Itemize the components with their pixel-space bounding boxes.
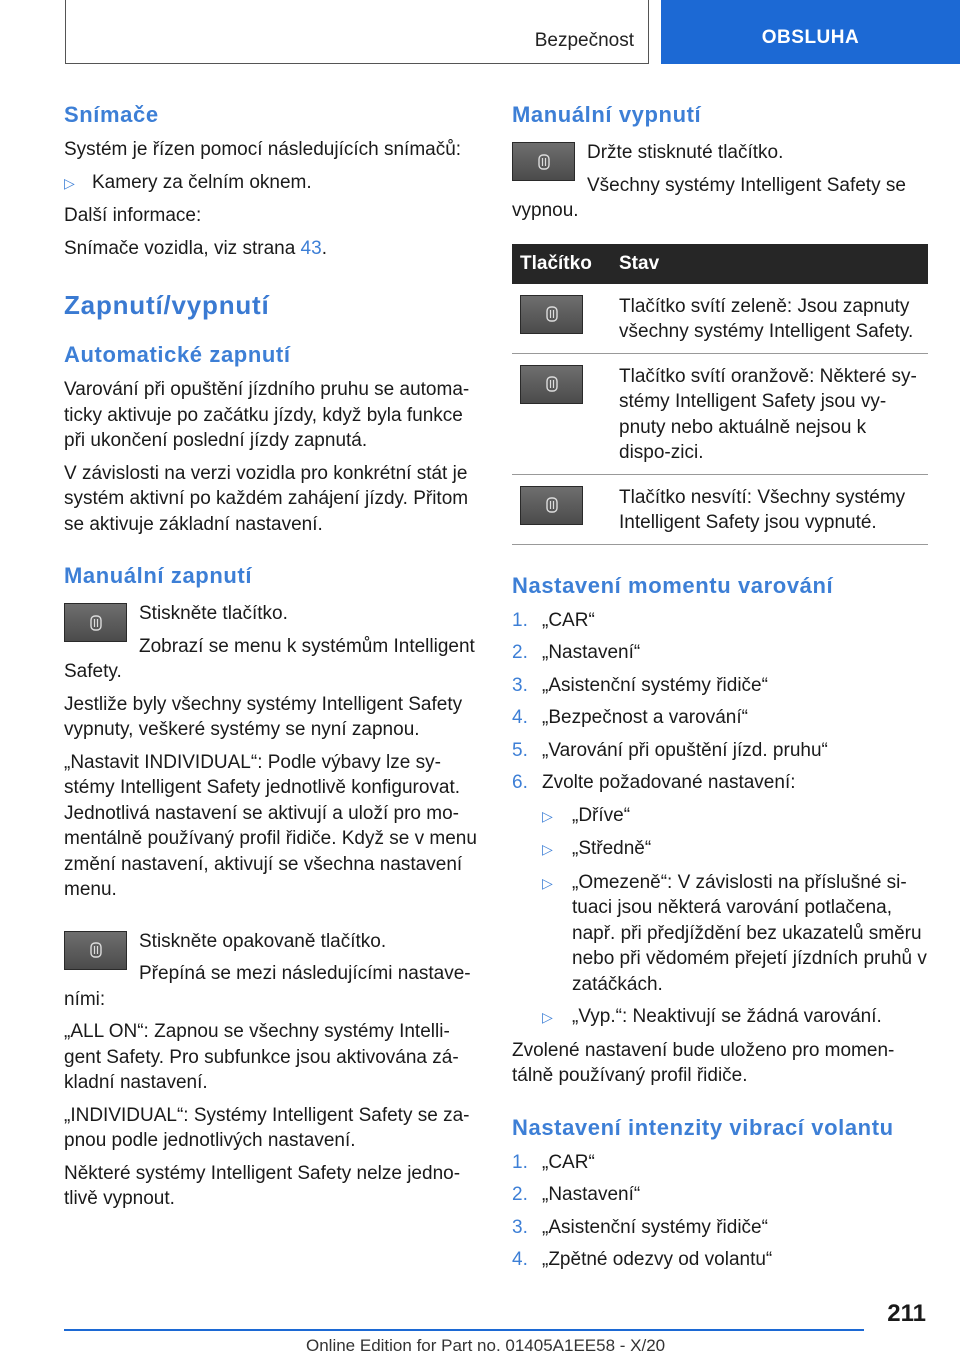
instruction-block [512, 140, 928, 224]
option-text: „Vyp.“: Neaktivují se žádná varování. [572, 1006, 882, 1027]
list-item [512, 803, 928, 830]
step-text: „CAR“ [542, 1151, 595, 1173]
triangle-bullet-icon: ▷ [542, 1009, 553, 1025]
left-column [64, 100, 478, 1212]
table-cell-state: Tlačítko svítí zeleně: Jsou zapnuty všechny systémy Intelligent Safety. [611, 284, 928, 354]
table-row [512, 353, 928, 474]
table-cell-icon [512, 474, 611, 544]
paragraph [64, 236, 478, 262]
lane-assist-button-icon [520, 486, 583, 525]
list-item [512, 640, 928, 666]
column-header-state: Stav [611, 244, 928, 284]
paragraph: Některé systémy Intelligent Safety nelze jedno-tlivě vypnout. [64, 1162, 461, 1209]
step-number: 1. [512, 1151, 528, 1173]
list-item [512, 836, 928, 863]
instruction-text: Všechny systémy Intelligent Safety se vypnou. [512, 174, 906, 221]
heading-sensors: Snímače [64, 102, 159, 127]
paragraph: „INDIVIDUAL“: Systémy Intelligent Safety se za-pnou podle jednotlivých nastavení. [64, 1104, 470, 1151]
list-item [512, 770, 928, 796]
step-number: 3. [512, 674, 528, 696]
step-text: „Nastavení“ [542, 1184, 641, 1205]
step-number: 3. [512, 1216, 528, 1238]
triangle-bullet-icon: ▷ [542, 874, 553, 891]
steps-list [512, 608, 928, 1031]
step-number: 4. [512, 707, 528, 728]
step-text: „Zpětné odezvy od volantu“ [542, 1249, 773, 1270]
step-text: „Varování při opuštění jízd. pruhu“ [542, 739, 828, 761]
instruction-text: Přepíná se mezi následujícími nastave-ními: [64, 963, 471, 1010]
paragraph: Varování při opuštění jízdního pruhu se automa-ticky aktivuje po začátku jízdy, když byla funkce při ukončení poslední jízdy zapnutá. [64, 379, 470, 451]
step-text: „Bezpečnost a varování“ [542, 707, 748, 728]
header-section: Bezpečnost [534, 30, 634, 51]
paragraph: Systém je řízen pomocí následujících snímačů: [64, 139, 462, 160]
list-item [512, 1004, 928, 1031]
instruction-block [64, 929, 478, 1013]
table-cell-state: Tlačítko nesvítí: Všechny systémy Intelligent Safety jsou vypnuté. [611, 474, 928, 544]
lane-assist-button-icon [520, 295, 583, 334]
paragraph: Další informace: [64, 205, 202, 226]
step-number: 2. [512, 642, 528, 663]
option-text: „Dříve“ [572, 804, 631, 826]
heading-warning-timing: Nastavení momentu varování [512, 572, 834, 598]
step-number: 4. [512, 1249, 528, 1270]
list-item [512, 1215, 928, 1241]
page-number: 211 [887, 1300, 926, 1327]
triangle-bullet-icon: ▷ [542, 807, 553, 824]
table-row [512, 474, 928, 544]
list-item-text: Kamery za čelním oknem. [92, 171, 312, 193]
paragraph: Jestliže byly všechny systémy Intelligent Safety vypnuty, veškeré systémy se nyní zapnou. [64, 693, 463, 740]
step-text: „CAR“ [542, 609, 595, 631]
heading-vibration: Nastavení intenzity vibrací volantu [512, 1114, 894, 1140]
table-row [512, 284, 928, 354]
cross-reference-text: Snímače vozidla, viz strana [64, 237, 301, 259]
instruction-text: Stiskněte opakovaně tlačítko. [139, 930, 387, 952]
paragraph: Zvolené nastavení bude uloženo pro momen-tálně používaný profil řidiče. [512, 1039, 895, 1086]
step-text: „Asistenční systémy řidiče“ [542, 1216, 768, 1238]
steps-list [512, 1150, 928, 1273]
step-text: „Nastavení“ [542, 642, 641, 663]
lane-assist-button-icon [64, 603, 127, 642]
list-item [512, 1247, 928, 1273]
triangle-bullet-icon: ▷ [64, 174, 75, 191]
step-number: 2. [512, 1184, 528, 1205]
instruction-text: Zobrazí se menu k systémům Intelligent Safety. [64, 635, 475, 682]
step-number: 6. [512, 772, 528, 793]
punctuation: . [321, 237, 327, 259]
list-item [512, 870, 928, 998]
instruction-text: Stiskněte tlačítko. [139, 603, 288, 624]
option-text: „Omezeně“: V závislosti na příslušné si-tuaci jsou některá varování potlačena, např. při předjíždění bez ukazatelů směru nebo při vědomém přejetí jízdních pruhů v zatáčkách. [572, 871, 927, 995]
list-item [512, 1182, 928, 1208]
right-column [512, 100, 928, 1273]
paragraph: „Nastavit INDIVIDUAL“: Podle výbavy lze sy-stémy Intelligent Safety jednotlivě konfigurovat. Jednotlivá nastavení se aktivují a uloží pro mo-mentálně používaný profil řidiče. Když se v menu změní nastavení, aktivují se všechna nastavení menu. [64, 751, 477, 900]
instruction-block [64, 601, 478, 685]
table-cell-icon [512, 353, 611, 474]
header-box [65, 0, 649, 64]
step-number: 5. [512, 739, 528, 761]
header-chapter-tab[interactable]: OBSLUHA [661, 0, 960, 64]
heading-onoff: Zapnutí/vypnutí [64, 290, 270, 320]
table-cell-icon [512, 284, 611, 354]
step-number: 1. [512, 609, 528, 631]
page-link[interactable]: 43 [300, 237, 322, 259]
list-item [512, 1150, 928, 1176]
button-state-table [512, 244, 928, 545]
list-item [512, 608, 928, 634]
step-text: Zvolte požadované nastavení: [542, 772, 796, 793]
table-header-row [512, 244, 928, 284]
lane-assist-button-icon [512, 142, 575, 181]
edition-text: Online Edition for Part no. 01405A1EE58 - X/20 [306, 1336, 666, 1355]
footer-rule [64, 1329, 864, 1331]
table-cell-state: Tlačítko svítí oranžově: Některé sy-stémy Intelligent Safety jsou vy-pnuty nebo aktuálně nejsou k dispo-zici. [611, 353, 928, 474]
paragraph: „ALL ON“: Zapnou se všechny systémy Intelli-gent Safety. Pro subfunkce jsou aktivována zá-kladní nastavení. [64, 1021, 459, 1093]
step-text: „Asistenční systémy řidiče“ [542, 674, 768, 696]
option-text: „Středně“ [572, 838, 652, 859]
triangle-bullet-icon: ▷ [542, 841, 553, 857]
heading-manual-off: Manuální vypnutí [512, 102, 702, 127]
column-header-button: Tlačítko [512, 244, 611, 284]
instruction-text: Držte stisknuté tlačítko. [587, 142, 784, 163]
list-item [512, 673, 928, 699]
heading-manual-on: Manuální zapnutí [64, 563, 253, 588]
heading-auto-on: Automatické zapnutí [64, 342, 291, 367]
lane-assist-button-icon [520, 365, 583, 404]
list-item [64, 170, 478, 197]
list-item [512, 738, 928, 764]
lane-assist-button-icon [64, 931, 127, 970]
paragraph: V závislosti na verzi vozidla pro konkrétní stát je systém aktivní po každém zahájení jízdy. Přitom se aktivuje základní nastavení. [64, 462, 469, 535]
list-item [512, 705, 928, 731]
